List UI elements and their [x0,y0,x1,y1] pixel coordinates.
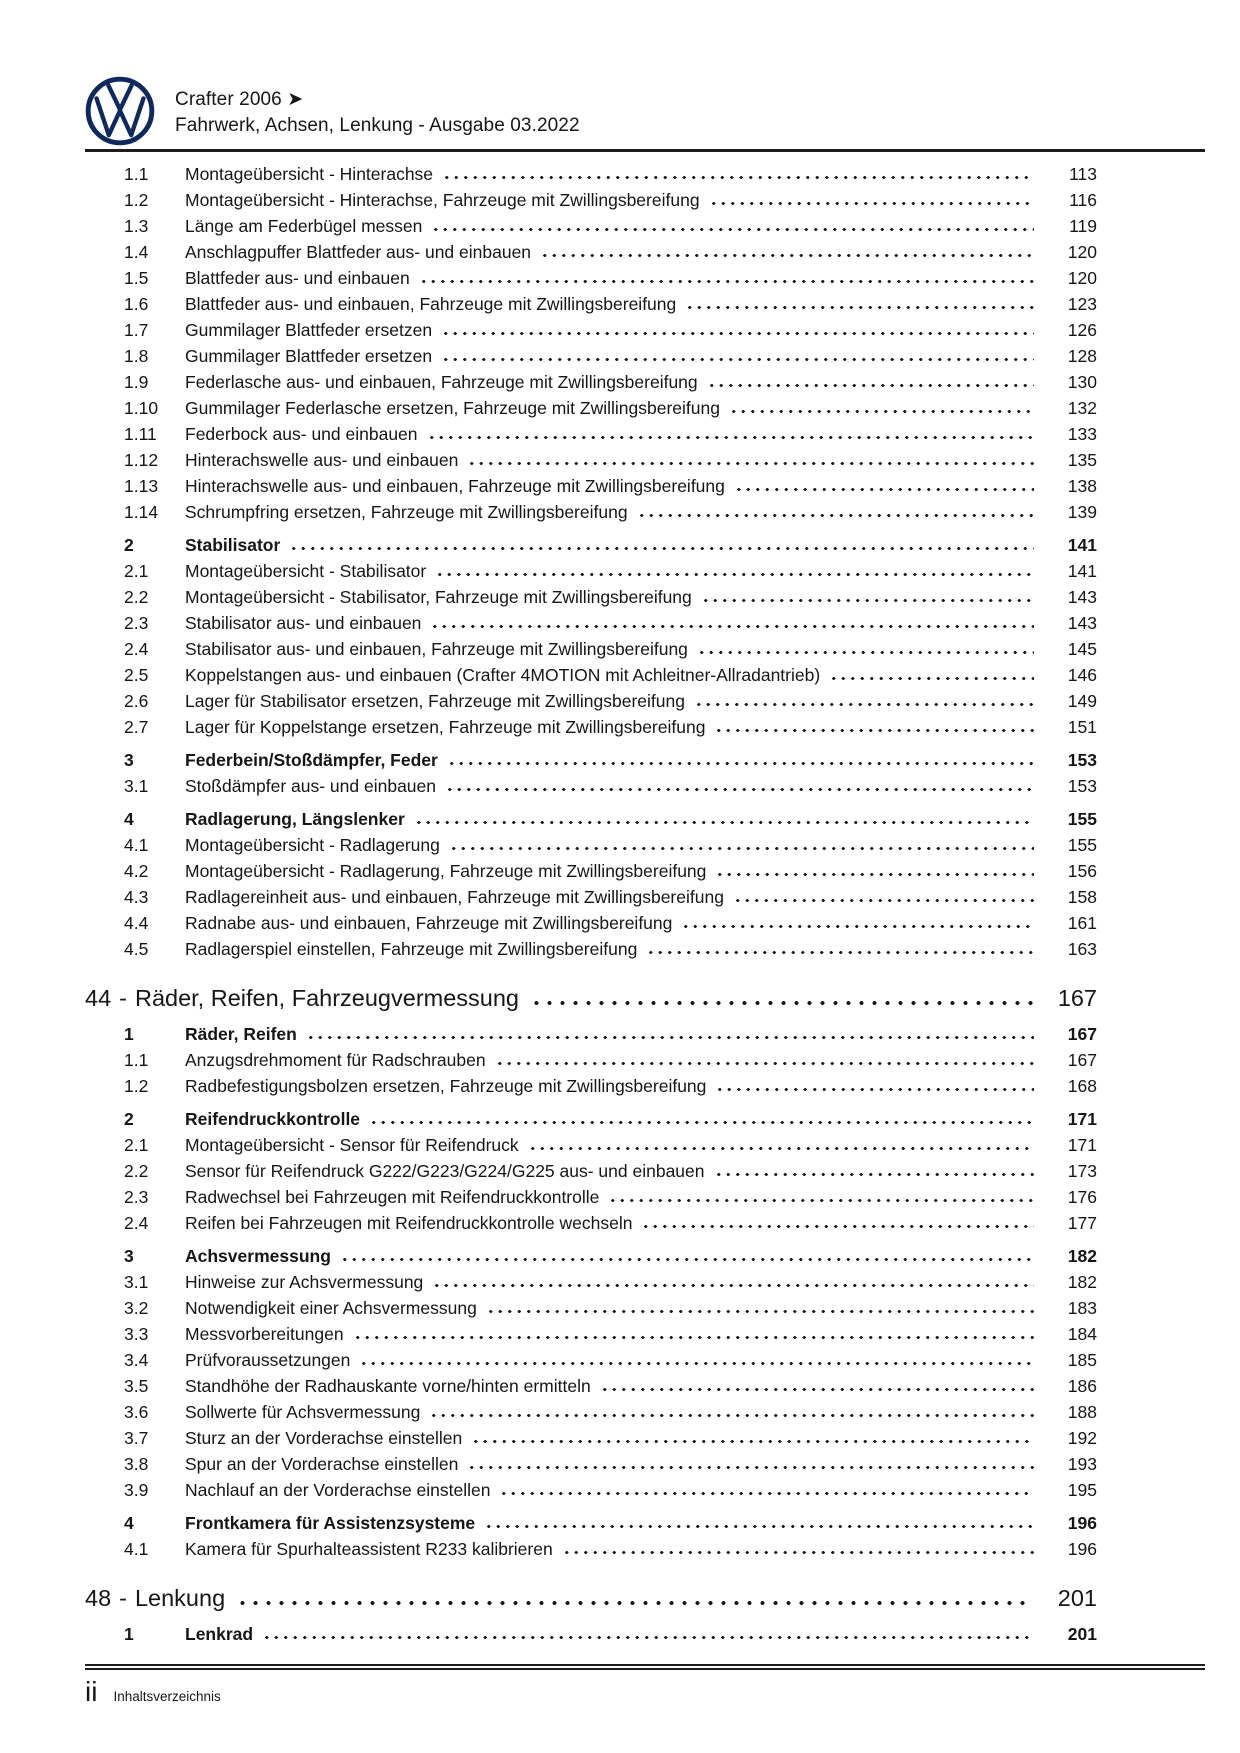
toc-entry-row [85,584,1097,610]
toc-entry-row [85,317,1097,343]
toc-entry-row [85,1399,1097,1425]
toc-page-number: 141 [1067,535,1097,555]
toc-entry-number: 3.8 [124,1454,149,1474]
dot-leader [685,305,1034,310]
document-title: Fahrwerk, Achsen, Lenkung - Ausgabe 03.2022 [175,115,580,136]
toc-entry-title: Lenkung [134,1585,226,1611]
toc-page-number: 119 [1069,216,1097,236]
toc-entry-title: Montageübersicht - Radlagerung [185,835,440,855]
toc-entry-row [85,1073,1097,1099]
toc-entry-number: 4.1 [124,835,149,855]
dot-leader [236,1600,1033,1606]
dot-leader [714,728,1034,733]
toc-page-number: 146 [1067,665,1097,685]
dot-leader [495,1061,1034,1066]
dot-leader [637,513,1034,518]
dot-leader [432,1283,1034,1288]
toc-page-number: 113 [1069,164,1097,184]
dot-leader [829,676,1034,681]
toc-page-number: 133 [1067,424,1097,444]
toc-entry-title: Räder, Reifen [185,1024,297,1044]
toc-page-number: 171 [1067,1109,1097,1129]
toc-entry-title: Prüfvoraussetzungen [185,1350,351,1370]
toc-entry-number: 2.2 [124,587,149,607]
toc-entry-title: Radbefestigungsbolzen ersetzen, Fahrzeuge mit Zwillingsbereifung [185,1076,707,1096]
toc-entry-number: 2.2 [124,1161,149,1181]
toc-page-number: 120 [1067,242,1097,262]
dot-leader [359,1361,1034,1366]
dot-leader [441,331,1034,336]
dot-leader [707,383,1034,388]
toc-entry-number: 3.5 [124,1376,149,1396]
toc-entry-title: Montageübersicht - Stabilisator, Fahrzeuge mit Zwillingsbereifung [185,587,692,607]
toc-section-row [85,1621,1097,1647]
toc-entry-title: Federlasche aus- und einbauen, Fahrzeuge mit Zwillingsbereifung [185,372,698,392]
page-header [85,76,1205,146]
toc-entry-title: Montageübersicht - Sensor für Reifendruck [185,1135,519,1155]
toc-section-row [85,1106,1097,1132]
toc-entry-title: Stabilisator aus- und einbauen, Fahrzeuge mit Zwillingsbereifung [185,639,688,659]
toc-page-number: 186 [1067,1376,1097,1396]
toc-page-number: 153 [1067,750,1097,770]
toc-entry-number: 3 [124,1246,134,1266]
footer-page-number: ii [85,1676,98,1707]
dot-leader [429,1413,1034,1418]
toc-page-number: 153 [1067,776,1097,796]
toc-entry-title: Hinterachswelle aus- und einbauen, Fahrzeuge mit Zwillingsbereifung [185,476,725,496]
toc-entry-title: Länge am Federbügel messen [185,216,423,236]
toc-entry-row [85,1047,1097,1073]
toc-entry-title: Lenkrad [185,1624,254,1644]
dot-leader [715,872,1034,877]
toc-entry-number: 4 [124,1513,134,1533]
dot-leader [734,487,1034,492]
toc-page-number: 193 [1067,1454,1097,1474]
toc-entry-number: 1.1 [124,1050,149,1070]
toc-page-number: 123 [1067,294,1097,314]
toc-section-row [85,1243,1097,1269]
toc-entry-title: Koppelstangen aus- und einbauen (Crafter 4MOTION mit Achleitner-Allradantrieb) [185,665,821,685]
toc-page-number: 195 [1067,1480,1097,1500]
dot-leader [471,1439,1034,1444]
toc-entry-number: 4.3 [124,887,149,907]
dot-leader [262,1635,1034,1640]
dot-leader [435,572,1034,577]
toc-page-number: 196 [1067,1513,1097,1533]
toc-page-number: 149 [1067,691,1097,711]
toc-page-number: 182 [1067,1246,1097,1266]
dot-leader [694,702,1034,707]
toc-entry-row [85,1477,1097,1503]
toc-entry-number: 1 [124,1624,134,1644]
toc-entry-row [85,265,1097,291]
toc-entry-number: 1.11 [124,424,157,444]
dot-leader [714,1172,1034,1177]
toc-page-number: 192 [1067,1428,1097,1448]
dot-leader [540,253,1034,258]
toc-entry-number: 3.1 [124,1272,149,1292]
toc-entry-title: Radnabe aus- und einbauen, Fahrzeuge mit Zwillingsbereifung [185,913,673,933]
chapter-dash: - [119,985,127,1011]
dot-leader [486,1309,1034,1314]
header-rule [85,149,1205,152]
toc-entry-number: 2.4 [124,639,149,659]
header-titles [175,76,580,139]
toc-entry-title: Gummilager Blattfeder ersetzen [185,320,433,340]
dot-leader [430,624,1034,629]
toc-entry-number: 3.6 [124,1402,149,1422]
toc-page-number: 167 [1057,985,1097,1011]
toc-entry-title: Gummilager Federlasche ersetzen, Fahrzeuge mit Zwillingsbereifung [185,398,720,418]
toc-page-number: 128 [1067,346,1097,366]
toc-entry-row [85,395,1097,421]
toc-page-number: 141 [1067,561,1097,581]
toc-page-number: 177 [1067,1213,1097,1233]
dot-leader [729,409,1034,414]
toc-entry-title: Montageübersicht - Stabilisator [185,561,427,581]
toc-entry-title: Blattfeder aus- und einbauen [185,268,410,288]
toc-entry-row [85,473,1097,499]
toc-page-number: 201 [1057,1585,1097,1611]
dot-leader [530,1000,1033,1006]
dot-leader [467,1465,1034,1470]
toc-entry-row [85,1132,1097,1158]
toc-entry-title: Anschlagpuffer Blattfeder aus- und einbauen [185,242,532,262]
dot-leader [419,279,1034,284]
toc-entry-row [85,187,1097,213]
toc-entry-number: 2.5 [124,665,149,685]
toc-entry-title: Stoßdämpfer aus- und einbauen [185,776,436,796]
toc-entry-row [85,499,1097,525]
toc-entry-number: 3.9 [124,1480,149,1500]
toc-entry-row [85,662,1097,688]
toc-entry-number: 1.12 [124,450,159,470]
toc-section-row [85,1510,1097,1536]
toc-entry-number: 44 [85,985,112,1011]
toc-entry-title: Messvorbereitungen [185,1324,344,1344]
toc-section-row [85,1021,1097,1047]
dot-leader [701,598,1034,603]
toc-entry-row [85,239,1097,265]
toc-page-number: 161 [1067,913,1097,933]
toc-section-row [85,747,1097,773]
dot-leader [340,1257,1034,1262]
toc-entry-number: 1.13 [124,476,159,496]
chapter-dash: - [119,1585,127,1611]
toc-page-number: 156 [1067,861,1097,881]
toc-page-number: 185 [1067,1350,1097,1370]
toc-entry-title: Frontkamera für Assistenzsysteme [185,1513,476,1533]
page-footer [85,1677,1205,1707]
toc-entry-title: Anzugsdrehmoment für Radschrauben [185,1050,486,1070]
toc-entry-row [85,773,1097,799]
toc-entry-number: 1 [124,1024,134,1044]
toc-entry-row [85,936,1097,962]
toc-entry-number: 3.7 [124,1428,149,1448]
toc-page-number: 132 [1067,398,1097,418]
toc-entry-row [85,1425,1097,1451]
dot-leader [528,1146,1034,1151]
toc-entry-row [85,447,1097,473]
toc-entry-title: Montageübersicht - Radlagerung, Fahrzeuge mit Zwillingsbereifung [185,861,707,881]
toc-entry-number: 1.2 [124,1076,149,1096]
toc-entry-row [85,1158,1097,1184]
toc-entry-number: 3.3 [124,1324,149,1344]
toc-entry-title: Standhöhe der Radhauskante vorne/hinten ermitteln [185,1376,591,1396]
toc-entry-number: 1.8 [124,346,149,366]
dot-leader [646,950,1034,955]
toc-page-number: 145 [1067,639,1097,659]
toc-entry-title: Radlagereinheit aus- und einbauen, Fahrzeuge mit Zwillingsbereifung [185,887,724,907]
toc-page-number: 201 [1067,1624,1097,1644]
toc-entry-title: Hinterachswelle aus- und einbauen [185,450,459,470]
toc-entry-number: 48 [85,1585,112,1611]
toc-page-number: 155 [1067,809,1097,829]
toc-entry-number: 1.1 [124,164,149,184]
toc-page-number: 171 [1067,1135,1097,1155]
toc-entry-row [85,558,1097,584]
toc-entry-title: Reifen bei Fahrzeugen mit Reifendruckkontrolle wechseln [185,1213,633,1233]
dot-leader [715,1087,1034,1092]
dot-leader [449,846,1034,851]
toc-page-number: 168 [1067,1076,1097,1096]
toc-page-number: 183 [1067,1298,1097,1318]
dot-leader [353,1335,1034,1340]
toc-entry-row [85,161,1097,187]
toc-entry-title: Nachlauf an der Vorderachse einstellen [185,1480,491,1500]
toc-entry-title: Radlagerung, Längslenker [185,809,405,829]
toc-entry-number: 1.3 [124,216,149,236]
toc-entry-number: 1.7 [124,320,149,340]
toc-entry-row [85,1210,1097,1236]
toc-entry-row [85,1536,1097,1562]
toc-entry-row [85,291,1097,317]
toc-entry-row [85,1184,1097,1210]
vw-logo-icon [85,76,155,146]
dot-leader [441,357,1034,362]
toc-entry-title: Blattfeder aus- und einbauen, Fahrzeuge mit Zwillingsbereifung [185,294,677,314]
dot-leader [431,227,1034,232]
toc-entry-number: 2.4 [124,1213,149,1233]
dot-leader [608,1198,1034,1203]
toc-entry-number: 4.4 [124,913,149,933]
toc-entry-row [85,832,1097,858]
toc-entry-number: 1.14 [124,502,159,522]
toc-entry-number: 4.1 [124,1539,149,1559]
toc-entry-title: Radwechsel bei Fahrzeugen mit Reifendruckkontrolle [185,1187,600,1207]
toc-entry-number: 4 [124,809,134,829]
toc-page-number: 196 [1067,1539,1097,1559]
toc-entry-number: 2.3 [124,1187,149,1207]
toc-page-number: 135 [1067,450,1097,470]
toc-chapter-heading [85,1583,1097,1614]
toc-page-number: 155 [1067,835,1097,855]
dot-leader [289,546,1034,551]
toc-entry-number: 2.3 [124,613,149,633]
toc-entry-title: Radlagerspiel einstellen, Fahrzeuge mit Zwillingsbereifung [185,939,638,959]
dot-leader [484,1524,1034,1529]
toc-entry-number: 2.1 [124,561,149,581]
dot-leader [427,435,1034,440]
toc-entry-row [85,636,1097,662]
toc-entry-number: 2.1 [124,1135,149,1155]
toc-entry-title: Stabilisator [185,535,281,555]
toc-page-number: 126 [1067,320,1097,340]
toc-entry-title: Sturz an der Vorderachse einstellen [185,1428,463,1448]
toc-page-number: 167 [1067,1024,1097,1044]
dot-leader [442,175,1034,180]
toc-entry-row [85,213,1097,239]
toc-chapter-heading [85,983,1097,1014]
toc-entry-title: Sollwerte für Achsvermessung [185,1402,421,1422]
toc-entry-number: 3.4 [124,1350,149,1370]
toc-section-row [85,806,1097,832]
toc-entry-number: 1.2 [124,190,149,210]
toc-entry-row [85,688,1097,714]
toc-entry-title: Reifendruckkontrolle [185,1109,361,1129]
toc-entry-row [85,1269,1097,1295]
dot-leader [306,1035,1034,1040]
toc-entry-row [85,421,1097,447]
dot-leader [733,898,1034,903]
toc-page-number: 138 [1067,476,1097,496]
toc-page-number: 163 [1067,939,1097,959]
toc-page-number: 167 [1067,1050,1097,1070]
toc-page-number: 173 [1067,1161,1097,1181]
toc-entry-number: 2.7 [124,717,149,737]
toc-page-number: 139 [1067,502,1097,522]
toc-entry-title: Schrumpfring ersetzen, Fahrzeuge mit Zwillingsbereifung [185,502,628,522]
toc-entry-title: Montageübersicht - Hinterachse [185,164,434,184]
toc-entry-row [85,1321,1097,1347]
footer-rule [85,1664,1205,1670]
toc-entry-title: Notwendigkeit einer Achsvermessung [185,1298,477,1318]
toc-entry-title: Kamera für Spurhalteassistent R233 kalibrieren [185,1539,553,1559]
toc-entry-row [85,884,1097,910]
toc-page-number: 151 [1067,717,1097,737]
toc-entry-title: Montageübersicht - Hinterachse, Fahrzeuge mit Zwillingsbereifung [185,190,700,210]
toc-entry-row [85,1451,1097,1477]
toc-entry-title: Federbein/Stoßdämpfer, Feder [185,750,438,770]
toc-entry-row [85,1295,1097,1321]
toc-entry-title: Sensor für Reifendruck G222/G223/G224/G225 aus- und einbauen [185,1161,705,1181]
toc-entry-title: Gummilager Blattfeder ersetzen [185,346,433,366]
toc-page-number: 188 [1067,1402,1097,1422]
toc-entry-row [85,910,1097,936]
toc-page-number: 143 [1067,587,1097,607]
dot-leader [499,1491,1034,1496]
toc-page-number: 116 [1069,190,1097,210]
toc-entry-row [85,343,1097,369]
toc-entry-number: 1.5 [124,268,149,288]
toc-entry-title: Lager für Koppelstange ersetzen, Fahrzeuge mit Zwillingsbereifung [185,717,706,737]
toc-entry-title: Lager für Stabilisator ersetzen, Fahrzeuge mit Zwillingsbereifung [185,691,685,711]
dot-leader [414,820,1034,825]
toc-page-number: 120 [1067,268,1097,288]
toc-page-number: 130 [1067,372,1097,392]
dot-leader [600,1387,1034,1392]
toc-entry-number: 3 [124,750,134,770]
toc-entry-number: 1.6 [124,294,149,314]
toc-entry-number: 1.4 [124,242,149,262]
toc-entry-title: Räder, Reifen, Fahrzeugvermessung [134,985,520,1011]
toc-entry-number: 3.1 [124,776,149,796]
dot-leader [697,650,1034,655]
dot-leader [447,761,1034,766]
toc-page-number: 176 [1067,1187,1097,1207]
toc-entry-number: 1.9 [124,372,149,392]
dot-leader [641,1224,1034,1229]
toc-entry-row [85,714,1097,740]
toc-entry-title: Spur an der Vorderachse einstellen [185,1454,459,1474]
toc-page-number: 182 [1067,1272,1097,1292]
toc-entry-number: 2 [124,1109,134,1129]
toc-entry-number: 3.2 [124,1298,149,1318]
dot-leader [562,1550,1034,1555]
toc-entry-row [85,610,1097,636]
toc-entry-number: 2.6 [124,691,149,711]
dot-leader [467,461,1034,466]
dot-leader [369,1120,1034,1125]
toc-entry-number: 4.5 [124,939,149,959]
toc-entry-title: Achsvermessung [185,1246,331,1266]
toc-page-number: 158 [1067,887,1097,907]
dot-leader [681,924,1034,929]
toc-page-number: 184 [1067,1324,1097,1344]
toc-entry-title: Stabilisator aus- und einbauen [185,613,422,633]
footer-label: Inhaltsverzeichnis [113,1689,221,1704]
dot-leader [445,787,1034,792]
toc-entry-row [85,369,1097,395]
model-line: Crafter 2006 ➤ [175,89,304,110]
toc-entry-title: Hinweise zur Achsvermessung [185,1272,424,1292]
toc-entry-row [85,858,1097,884]
toc-page-number: 143 [1067,613,1097,633]
dot-leader [709,201,1034,206]
toc-section-row [85,532,1097,558]
toc-entry-number: 2 [124,535,134,555]
toc-entry-number: 4.2 [124,861,149,881]
toc-entry-row [85,1347,1097,1373]
toc [85,161,1097,1647]
toc-entry-row [85,1373,1097,1399]
toc-entry-title: Federbock aus- und einbauen [185,424,418,444]
toc-entry-number: 1.10 [124,398,159,418]
